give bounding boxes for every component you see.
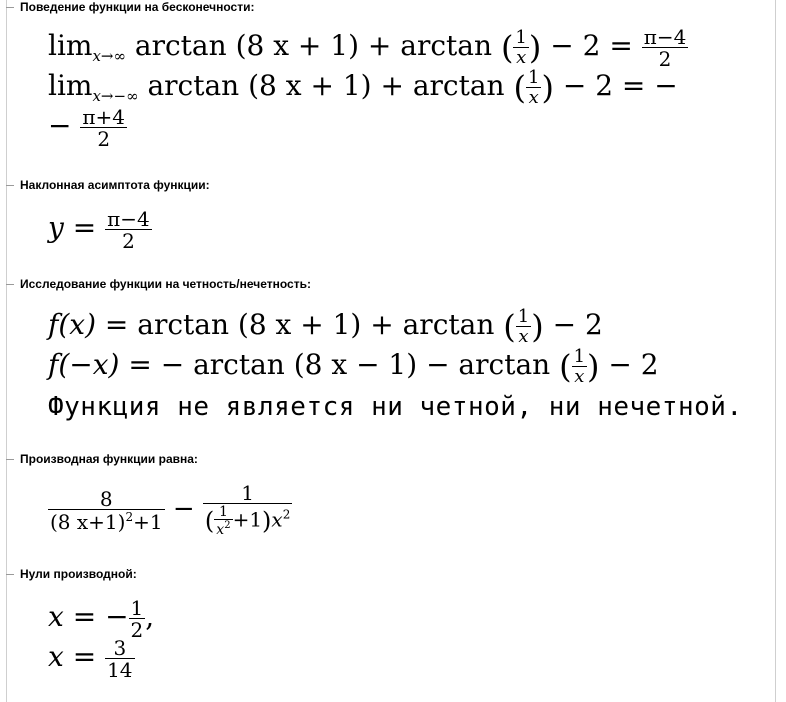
equals-sign: =: [72, 600, 97, 633]
zeros-header[interactable]: [0, 567, 774, 583]
limits-title: Поведение функции на бесконечности:: [20, 0, 255, 14]
arctan-word: arctan: [412, 69, 505, 102]
fraction-numerator: 1: [527, 66, 540, 88]
fraction-denominator: 2: [642, 47, 689, 69]
fraction-denominator: 2: [130, 617, 144, 642]
right-paren: ): [541, 68, 554, 107]
derivative-section: [0, 452, 774, 538]
zeros-section: [0, 567, 774, 682]
minus-two-equals: − 2 =: [562, 69, 646, 102]
denominator-base: (8 x+1): [50, 509, 126, 534]
fraction-numerator: 8: [99, 486, 113, 511]
variable-x: x: [48, 640, 64, 673]
fraction-denominator: [48, 509, 165, 532]
limits-header[interactable]: [0, 0, 774, 16]
negative-sign: −: [48, 109, 72, 142]
fraction-denominator: [203, 503, 292, 537]
f-of-neg-x: f(−x): [48, 348, 120, 381]
inner-denominator: x: [216, 522, 225, 538]
tree-tick: [6, 459, 14, 460]
parity-section: [0, 277, 774, 422]
tree-tick: [6, 185, 14, 186]
parity-header[interactable]: [0, 277, 774, 293]
right-paren: ): [531, 307, 544, 346]
comma: ,: [145, 600, 155, 633]
right-paren: ): [262, 507, 272, 535]
denominator-tail: +1: [133, 509, 163, 534]
tree-tick: [6, 7, 14, 8]
plus-sign: +: [380, 69, 404, 102]
exponent: 2: [224, 520, 231, 531]
arctan-word: arctan: [147, 69, 240, 102]
asymptote-header[interactable]: [0, 178, 774, 194]
zero-1-fraction: [129, 595, 146, 642]
parity-title: Исследование функции на четность/нечетность:: [20, 277, 311, 291]
asymptote-title: Наклонная асимптота функции:: [20, 178, 210, 192]
one-over-x-fraction: [513, 26, 528, 68]
fraction-numerator: π−4: [643, 24, 687, 49]
asymptote-formula: [48, 208, 152, 251]
tree-tick: [6, 284, 14, 285]
minus-two-equals: − 2 =: [550, 29, 633, 62]
fraction-denominator: 14: [107, 657, 133, 682]
trailing-minus: −: [654, 69, 678, 102]
left-border-line: [6, 0, 7, 702]
left-paren: (: [559, 347, 572, 386]
one-over-x-fraction: [516, 305, 531, 347]
fraction-denominator: [214, 519, 232, 537]
minus-two: − 2: [552, 308, 603, 341]
fraction-numerator: 1: [130, 595, 144, 620]
one-over-x-fraction: [526, 66, 541, 108]
result-fraction: [80, 104, 127, 151]
zeros-title: Нули производной:: [20, 567, 137, 581]
limit-negative-result: [48, 106, 127, 149]
f-of-neg-x-rhs: = − arctan (8 x − 1) − arctan: [128, 348, 551, 381]
right-paren: ): [587, 347, 600, 386]
lim-subscript: x→−∞: [92, 87, 139, 105]
fraction-numerator: 1: [573, 345, 586, 367]
variable-x: x: [48, 600, 64, 633]
lim-word: lim: [48, 69, 93, 102]
f-of-x: f(x): [48, 308, 97, 341]
arctan-argument: (8 x + 1): [248, 69, 372, 102]
left-paren: (: [500, 28, 514, 67]
inner-fraction: [214, 505, 232, 537]
lim-subscript: x→∞: [92, 47, 126, 65]
fraction-numerator: 1: [218, 504, 228, 520]
result-fraction: [642, 24, 689, 71]
negative-sign: −: [105, 600, 129, 633]
right-paren: ): [528, 28, 542, 67]
fraction-numerator: 1: [515, 26, 527, 48]
arctan-word: arctan: [400, 29, 493, 62]
left-paren: (: [513, 68, 526, 107]
zero-2-line: [48, 637, 135, 680]
plus-sign: +: [367, 29, 392, 62]
exponent: 2: [282, 507, 291, 522]
f-of-neg-x-line: [48, 345, 659, 386]
asymptote-fraction: [105, 206, 152, 253]
fraction-denominator: 2: [80, 127, 127, 149]
fraction-denominator: x: [513, 47, 528, 67]
left-paren: (: [204, 507, 215, 535]
exponent: 2: [125, 509, 134, 524]
f-of-x-line: [48, 305, 603, 346]
zero-2-fraction: [105, 635, 134, 682]
lim-word: lim: [48, 29, 93, 62]
left-paren: (: [503, 307, 516, 346]
second-term-fraction: [203, 483, 292, 537]
one-over-x-fraction: [572, 345, 587, 387]
equals-sign: =: [72, 640, 97, 673]
right-border-line: [775, 0, 776, 702]
derivative-title: Производная функции равна:: [20, 452, 198, 466]
outer-x: x: [271, 507, 283, 532]
asymptote-lhs: y: [48, 211, 64, 244]
arctan-word: arctan: [134, 29, 227, 62]
f-of-x-rhs: = arctan (8 x + 1) + arctan: [104, 308, 495, 341]
fraction-numerator: 1: [517, 305, 530, 327]
fraction-numerator: π−4: [107, 206, 150, 231]
fraction-denominator: x: [516, 326, 531, 346]
arctan-argument: (8 x + 1): [235, 29, 359, 62]
fraction-numerator: 3: [113, 635, 127, 660]
minus-two: − 2: [608, 348, 659, 381]
fraction-denominator: 2: [105, 229, 152, 251]
zero-1-line: [48, 597, 154, 640]
equals-sign: =: [72, 211, 97, 244]
tree-tick: [6, 574, 14, 575]
limit-negative: [48, 66, 678, 116]
inner-tail: +1: [232, 507, 263, 532]
fraction-numerator: π+4: [82, 104, 126, 129]
minus-sign: −: [172, 494, 195, 524]
parity-statement: Функция не является ни четной, ни нечетной.: [48, 392, 743, 422]
derivative-formula: [48, 480, 292, 538]
fraction-denominator: x: [572, 366, 587, 386]
derivative-header[interactable]: [0, 452, 774, 468]
fraction-denominator: x: [526, 87, 541, 107]
fraction-numerator: 1: [241, 481, 254, 505]
first-term-fraction: [48, 486, 165, 534]
